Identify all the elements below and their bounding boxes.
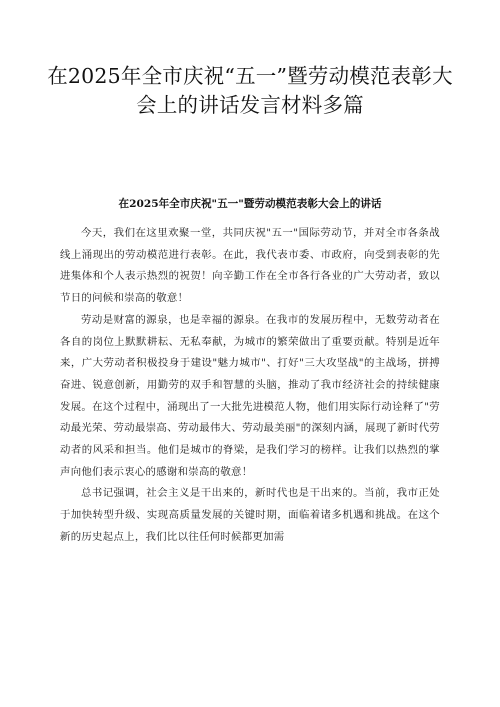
paragraph-welcome: 今天，我们在这里欢聚一堂，共同庆祝"五一"国际劳动节，并对全市各条战线上涌现出的劳动模范进行表彰。在此，我代表市委、市政府，向受到表彰的先进集体和个人表示热烈的祝贺！向辛勤工作在全市各行各业的广大劳动者，致以节日的问候和崇高的敬意！	[60, 227, 440, 305]
document-title: 在2025年全市庆祝“五一”暨劳动模范表彰大会上的讲话发言材料多篇	[47, 64, 453, 117]
paragraph-development: 总书记强调，社会主义是干出来的，新时代也是干出来的。当前，我市正处于加快转型升级、实现高质量发展的关键时期，面临着诸多机遇和挑战。在这个新的历史起点上，我们比以往任何时候都更加需	[60, 487, 440, 543]
document-body	[60, 223, 440, 549]
paragraph-labor-value: 劳动是财富的源泉，也是幸福的源泉。在我市的发展历程中，无数劳动者在各自的岗位上默默耕耘、无私奉献，为城市的繁荣做出了重要贡献。特别是近年来，广大劳动者积极投身于建设"魅力城市"、打好"三大攻坚战"的主战场，拼搏奋进、锐意创新，用勤劳的双手和智慧的头脑，推动了我市经济社会的持续健康发展。在这个过程中，涌现出了一大批先进模范人物，他们用实际行动诠释了"劳动最光荣、劳动最崇高、劳动最伟大、劳动最美丽"的深刻内涵，展现了新时代劳动者的风采和担当。他们是城市的脊梁，是我们学习的榜样。让我们以热烈的掌声向他们表示衷心的感谢和崇高的敬意！	[60, 313, 440, 478]
speech-heading: 在2025年全市庆祝"五一"暨劳动模范表彰大会上的讲话	[118, 198, 382, 210]
